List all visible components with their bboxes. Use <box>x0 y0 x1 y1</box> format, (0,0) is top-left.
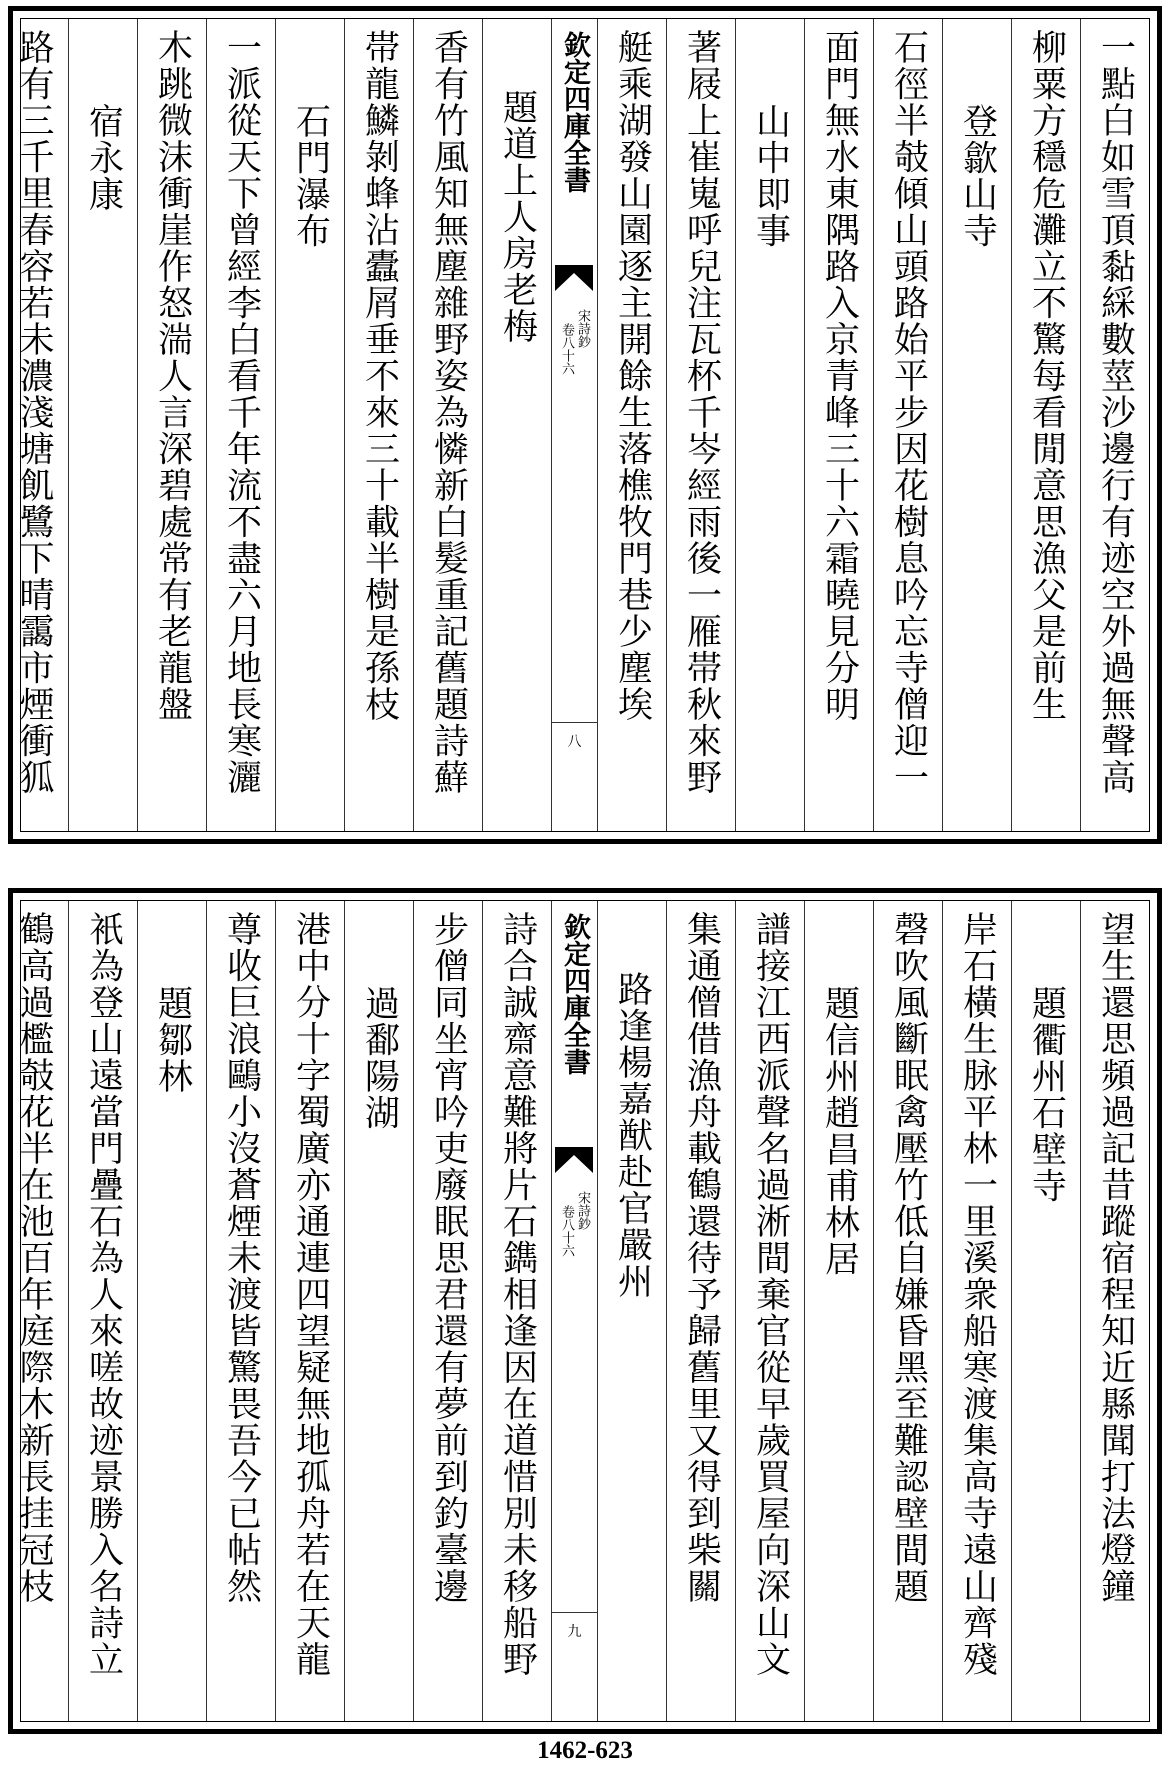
bottom-page-frame <box>14 900 1150 1722</box>
text-column <box>482 901 551 1721</box>
poem-line: 集通僧借漁舟載鶴還待予歸舊里又得到柴關 <box>681 911 722 1605</box>
text-column <box>68 19 137 831</box>
center-fold <box>551 901 597 1721</box>
text-column <box>275 19 344 831</box>
text-column <box>804 19 873 831</box>
poem-line: 石徑半攲傾山頭路始平步因花樹息吟忘寺僧迎一 <box>888 29 929 796</box>
fishtail-mark-icon <box>555 265 593 293</box>
poem-line: 木跳微沫衝崖作怒湍人言深碧處常有老龍盤 <box>152 29 193 723</box>
page-number: 1462-623 <box>537 1737 633 1764</box>
poem-line: 香有竹風知無塵雜野姿為憐新白髮重記舊題詩蘚 <box>428 29 469 796</box>
text-column <box>344 901 413 1721</box>
text-column <box>206 901 275 1721</box>
text-column <box>413 19 482 831</box>
volume-number: 卷八十六 <box>559 323 574 375</box>
poem-line: 步僧同坐宵吟吏廢眠思君還有夢前到釣臺邊 <box>428 911 469 1605</box>
text-column <box>666 901 735 1721</box>
text-column <box>68 901 137 1721</box>
poem-title: 山中即事 <box>750 103 791 249</box>
text-column <box>413 901 482 1721</box>
poem-line: 衹為登山遠當門疊石為人來嗟故迹景勝入名詩立 <box>83 911 124 1678</box>
text-column <box>942 19 1011 831</box>
book-title: 欽定四庫全書 <box>559 31 590 193</box>
collection-name: 宋詩鈔 <box>575 1191 590 1230</box>
poem-title: 石門瀑布 <box>290 103 331 249</box>
text-column <box>873 19 942 831</box>
poem-title: 題信州趙昌甫林居 <box>819 985 860 1277</box>
folio-number: 八 <box>567 734 582 750</box>
poem-line: 艇乘湖發山園逐主開餘生落樵牧門巷少塵埃 <box>612 29 653 723</box>
text-column <box>1080 901 1149 1721</box>
poem-line: 一點白如雪頂黏綵數莖沙邊行有迹空外過無聲高 <box>1095 29 1136 796</box>
bottom-page-columns <box>14 901 1149 1721</box>
text-column <box>804 901 873 1721</box>
poem-line: 柳粟方穩危灘立不驚每看閒意思漁父是前生 <box>1026 29 1067 723</box>
text-column <box>597 19 666 831</box>
poem-line: 譜接江西派聲名過淅間棄官從早歲買屋向深山文 <box>750 911 791 1678</box>
text-column <box>666 19 735 831</box>
poem-line: 望生還思頻過記昔蹤宿程知近縣聞打法燈鐘 <box>1095 911 1136 1605</box>
center-fold <box>551 19 597 831</box>
text-column <box>0 901 68 1721</box>
top-page-columns <box>14 19 1149 831</box>
volume-number: 卷八十六 <box>559 1205 574 1257</box>
top-page <box>8 6 1162 844</box>
poem-title: 路逢楊嘉猷赴官嚴州 <box>612 971 653 1300</box>
bottom-page <box>8 888 1162 1734</box>
text-column <box>137 901 206 1721</box>
text-column <box>735 19 804 831</box>
poem-line: 面門無水東隅路入京青峰三十六霜曉見分明 <box>819 29 860 723</box>
text-column <box>275 901 344 1721</box>
poem-title: 題鄒林 <box>152 985 193 1095</box>
poem-line: 磬吹風斷眠禽壓竹低自嫌昏黑至難認壁間題 <box>888 911 929 1605</box>
text-column <box>344 19 413 831</box>
text-column <box>1080 19 1149 831</box>
poem-line: 著屐上崔嵬呼兒注瓦杯千岑經雨後一雁帯秋來野 <box>681 29 722 796</box>
text-column <box>597 901 666 1721</box>
poem-title: 過鄱陽湖 <box>359 985 400 1131</box>
poem-title: 題道上人房老梅 <box>497 89 538 345</box>
text-column <box>735 901 804 1721</box>
divider <box>552 722 597 723</box>
collection-name: 宋詩鈔 <box>575 309 590 348</box>
poem-title: 登歙山寺 <box>957 103 998 249</box>
fishtail-mark-icon <box>555 1147 593 1175</box>
poem-line: 尊收巨浪鷗小沒蒼煙未渡皆驚畏吾今已帖然 <box>221 911 262 1605</box>
text-column <box>137 19 206 831</box>
poem-line: 詩合誠齋意難將片石鐫相逢因在道惜別未移船野 <box>497 911 538 1678</box>
poem-line: 岸石橫生脉平林一里溪衆船寒渡集高寺遠山齊殘 <box>957 911 998 1678</box>
poem-title: 題衢州石壁寺 <box>1026 985 1067 1204</box>
poem-line: 鶴高過檻攲花半在池百年庭際木新長挂冠枝 <box>14 911 54 1605</box>
poem-line: 一派從天下曾經李白看千年流不盡六月地長寒灑 <box>221 29 262 796</box>
divider <box>552 1612 597 1613</box>
text-column <box>0 19 68 831</box>
folio-number: 九 <box>567 1624 582 1640</box>
text-column <box>873 901 942 1721</box>
text-column <box>206 19 275 831</box>
poem-line: 路有三千里春容若未濃淺塘飢鷺下晴靄市煙衝狐 <box>14 29 54 796</box>
top-page-frame <box>14 18 1150 832</box>
book-title: 欽定四庫全書 <box>559 913 590 1075</box>
text-column <box>1011 19 1080 831</box>
poem-line: 帯龍鱗剝蜂沾蠹屑垂不來三十載半樹是孫枝 <box>359 29 400 723</box>
text-column <box>1011 901 1080 1721</box>
text-column <box>942 901 1011 1721</box>
poem-title: 宿永康 <box>83 103 124 213</box>
poem-line: 港中分十字蜀廣亦通連四望疑無地孤舟若在天龍 <box>290 911 331 1678</box>
text-column <box>482 19 551 831</box>
